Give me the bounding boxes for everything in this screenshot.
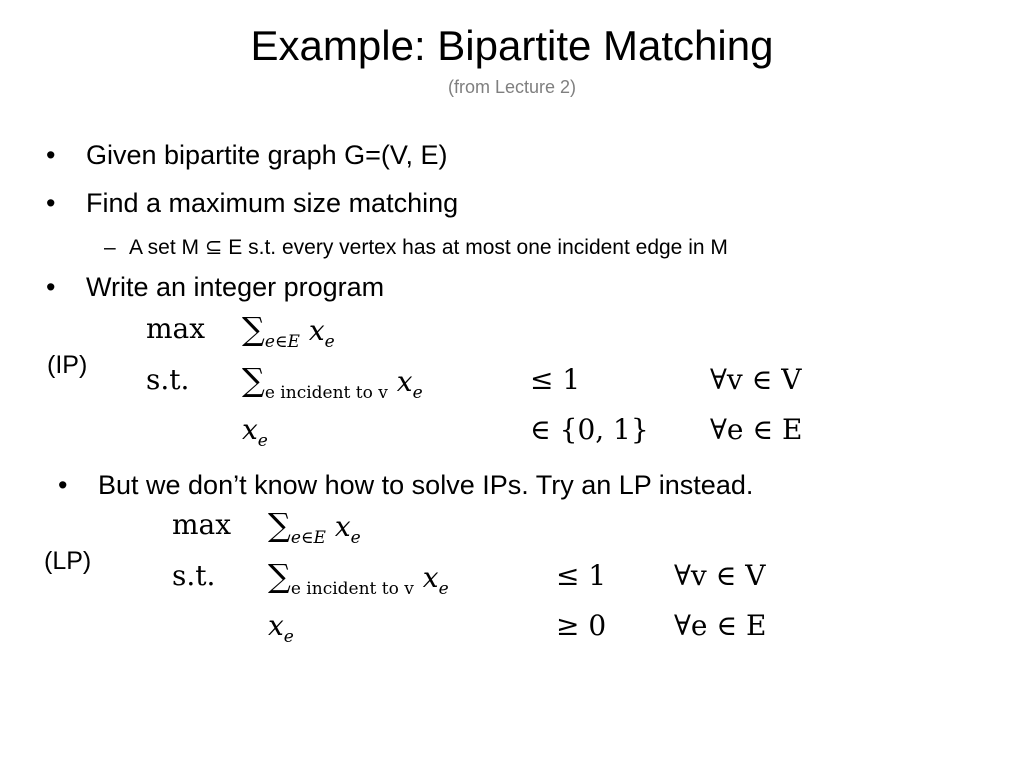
ip-constraint-2-relation: ∈ {0, 1} [530, 413, 649, 446]
lp-objective: $\sum_{e\in E}$ $x_e$ [268, 506, 361, 548]
lp-constraint-1-quantifier: ∀v ∈ V [674, 559, 766, 592]
ip-constraint-2-quantifier: ∀e ∈ E [710, 413, 803, 446]
lp-st-keyword: s.t. [172, 559, 216, 592]
slide-title: Example: Bipartite Matching [250, 22, 774, 69]
lp-constraint-sum: $\sum_{e incident to v}$ $x_e$ [268, 557, 449, 599]
lp-constraint-2-quantifier: ∀e ∈ E [674, 609, 767, 642]
bullet-text: Given bipartite graph G=(V, E) [86, 140, 448, 170]
lp-domain-variable: $x_e$ [268, 609, 294, 647]
bullet-icon: • [46, 272, 56, 302]
bullet-icon: • [46, 188, 56, 218]
bullet-text: Write an integer program [86, 272, 385, 302]
bullet-icon: • [58, 470, 68, 500]
lp-constraint-2-relation: ≥ 0 [556, 609, 607, 642]
ip-objective: $\sum_{e\in E}$ $x_e$ [242, 310, 335, 352]
slide-subtitle: (from Lecture 2) [447, 77, 577, 97]
ip-constraint-sum: $\sum_{e incident to v}$ $x_e$ [242, 361, 423, 403]
lp-constraint-1-relation: ≤ 1 [556, 559, 607, 592]
lp-max-keyword: max [172, 508, 232, 541]
lp-label: (LP) [44, 547, 92, 575]
ip-domain-variable: $x_e$ [242, 413, 268, 451]
bullet-text: But we don’t know how to solve IPs. Try an LP instead. [98, 470, 754, 500]
ip-constraint-1-quantifier: ∀v ∈ V [710, 363, 802, 396]
bullet-icon: • [46, 140, 56, 170]
dash-icon: – [104, 236, 116, 259]
sub-bullet-text: A set M ⊆ E s.t. every vertex has at most one incident edge in M [129, 236, 728, 259]
ip-st-keyword: s.t. [146, 363, 190, 396]
ip-constraint-1-relation: ≤ 1 [530, 363, 581, 396]
bullet-text: Find a maximum size matching [86, 188, 459, 218]
ip-max-keyword: max [146, 312, 206, 345]
ip-label: (IP) [47, 351, 88, 379]
